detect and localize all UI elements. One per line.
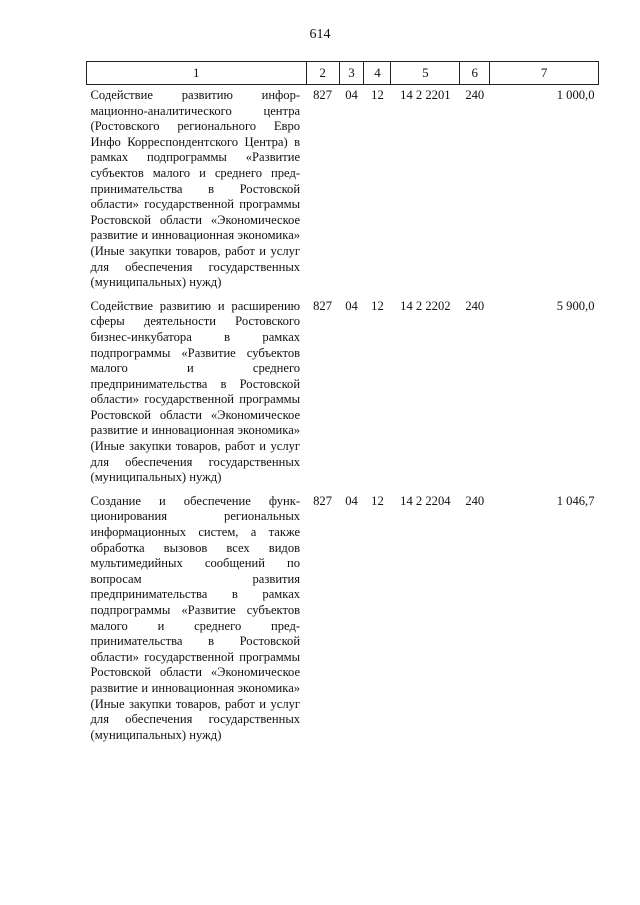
row-target-article: 14 2 2204 (400, 493, 451, 508)
row-description: Содействие развитию информационно-аналитического центра (Ростовского регионального Евро Инфо Корреспондентского Центра) в рамках подпрограммы «Развитие субъектов малого и среднего предпринимательства в Ростовской области» государственной программы Ростовской области «Экономическое развитие и инновационная экономика» (Иные закупки товаров, работ и услуг для обеспечения государственных (муниципальных) нужд) (90, 88, 301, 290)
table-row (87, 296, 599, 491)
column-header-6: 6 (460, 62, 490, 85)
column-header-5: 5 (391, 62, 460, 85)
row-section-code: 04 (345, 298, 358, 313)
header-row (87, 62, 599, 85)
row-description: Создание и обеспечение функционирования региональных информационных систем, а также обработка вызовов всех видов мультимедийных сообщений по вопросам развития предпринимательства в рамках подпрограммы «Развитие субъектов малого и среднего предпринимательства в Ростовской области» государственной программы Ростовской области «Экономическое развитие и инновационная экономика» (Иные закупки товаров, работ и услуг для обеспечения государственных (муниципальных) нужд) (90, 493, 301, 742)
row-description: Содействие развитию и расширению сферы деятельности Ростовского бизнес-инкубатора в рамках подпрограммы «Развитие субъектов малого и среднего предпринимательства в Ростовской области» государственной программы Ростовской области «Экономическое развитие и инновационная экономика» (Иные закупки товаров, работ и услуг для обеспечения государственных (муниципальных) нужд) (90, 298, 301, 485)
column-header-1: 1 (87, 62, 307, 85)
row-section-code: 04 (345, 88, 358, 102)
column-header-3: 3 (339, 62, 364, 85)
row-expense-type: 240 (465, 88, 485, 102)
row-amount: 1 000,0 (556, 88, 595, 102)
row-target-article: 14 2 2202 (400, 298, 451, 313)
column-header-4: 4 (364, 62, 391, 85)
row-target-article: 14 2 2201 (400, 88, 451, 102)
row-subsection-code: 12 (371, 298, 384, 313)
column-header-2: 2 (306, 62, 339, 85)
row-expense-type: 240 (465, 298, 485, 313)
budget-table (86, 61, 599, 748)
row-expense-type: 240 (465, 493, 485, 508)
row-subsection-code: 12 (371, 493, 384, 508)
row-ministry-code: 827 (313, 493, 332, 508)
table-row (87, 491, 599, 749)
table-row (87, 85, 599, 296)
row-ministry-code: 827 (313, 298, 332, 313)
page-number: 614 (309, 27, 331, 42)
row-amount: 1 046,7 (556, 493, 595, 508)
row-amount: 5 900,0 (556, 298, 595, 313)
row-subsection-code: 12 (371, 88, 384, 102)
column-header-7: 7 (490, 62, 599, 85)
row-ministry-code: 827 (313, 88, 332, 102)
row-section-code: 04 (345, 493, 358, 508)
